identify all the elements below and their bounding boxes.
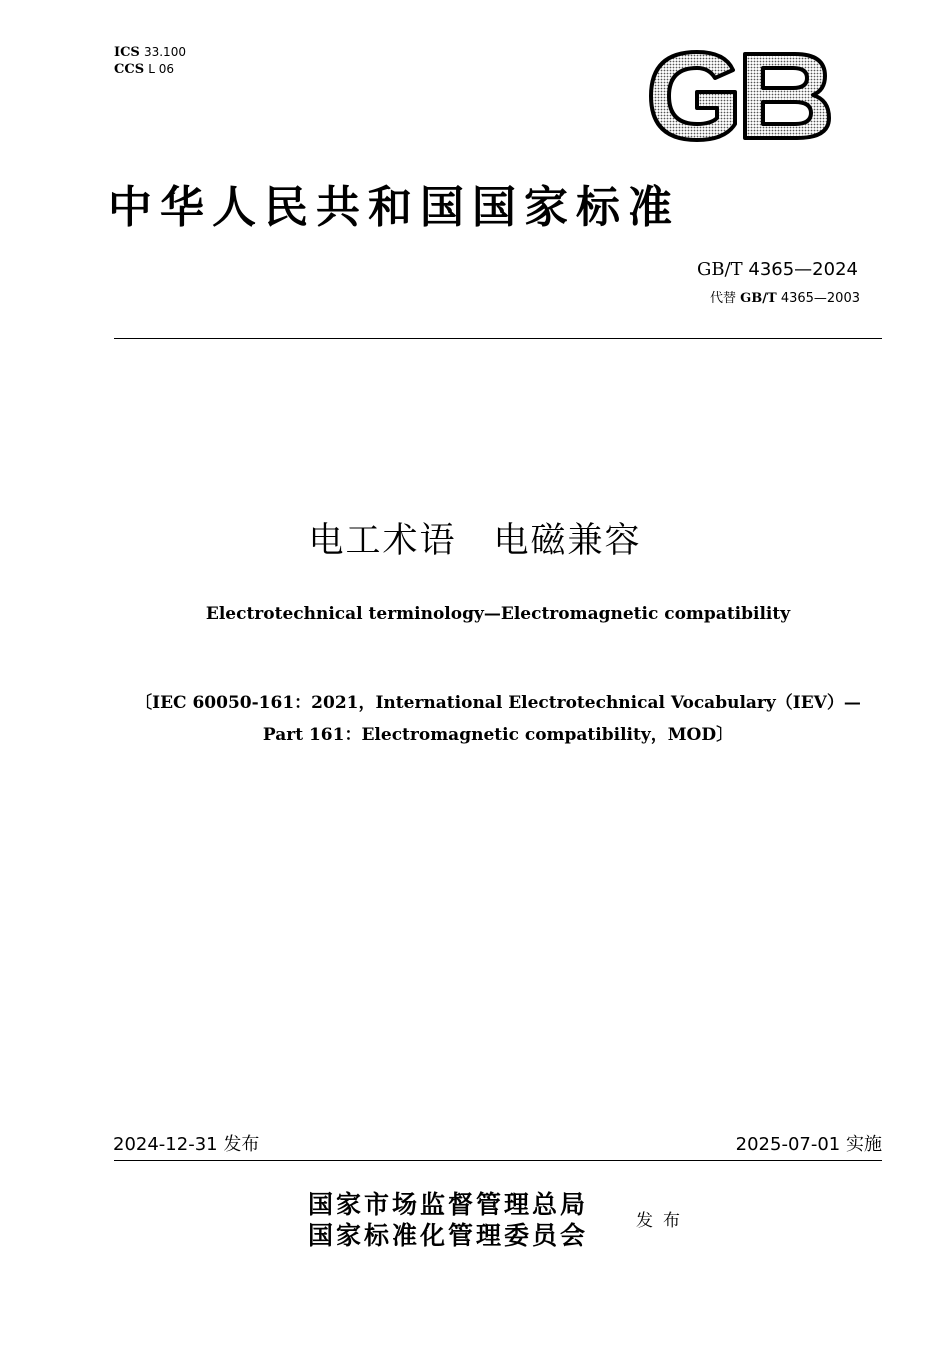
ics-code	[114, 44, 186, 61]
standard-number-value: 4365—2024	[748, 259, 858, 280]
ccs-value: L 06	[148, 62, 175, 76]
replaces-label: 代替	[710, 291, 737, 306]
standard-title: 中华人民共和国国家标准	[108, 182, 680, 233]
ics-label: ICS	[114, 45, 140, 60]
ccs-label: CCS	[114, 62, 145, 77]
issuer-sac: 国家标准化管理委员会	[308, 1221, 589, 1250]
issuer-samr: 国家市场监督管理总局	[308, 1190, 589, 1219]
issue-word: 发布	[636, 1211, 690, 1231]
implement-date: 2025-07-01 实施	[735, 1134, 882, 1155]
standard-number	[697, 258, 858, 282]
replaces-prefix: GB/T	[740, 291, 777, 306]
footer-divider	[114, 1160, 882, 1161]
header-divider	[114, 338, 882, 339]
iec-reference	[0, 687, 950, 751]
document-title-chinese: 电工术语 电磁兼容	[308, 521, 642, 561]
classification-codes	[114, 44, 186, 78]
ccs-code	[114, 61, 186, 78]
document-title-english: Electrotechnical terminology—Electromagnetic compatibility	[205, 604, 791, 624]
replaces-value: 4365—2003	[780, 291, 860, 306]
iec-reference-line-2: Part 161：Electromagnetic compatibility，MOD〕	[262, 725, 734, 745]
iec-reference-line-1: 〔IEC 60050-161：2021，International Electrotechnical Vocabulary（IEV）—	[135, 693, 861, 713]
gb-logo-icon	[645, 48, 832, 144]
publish-date: 2024-12-31 发布	[113, 1134, 260, 1155]
replaces-standard	[710, 290, 860, 308]
ics-value: 33.100	[143, 45, 186, 59]
standard-number-prefix: GB/T	[696, 259, 743, 280]
issuing-authorities	[308, 1189, 588, 1251]
